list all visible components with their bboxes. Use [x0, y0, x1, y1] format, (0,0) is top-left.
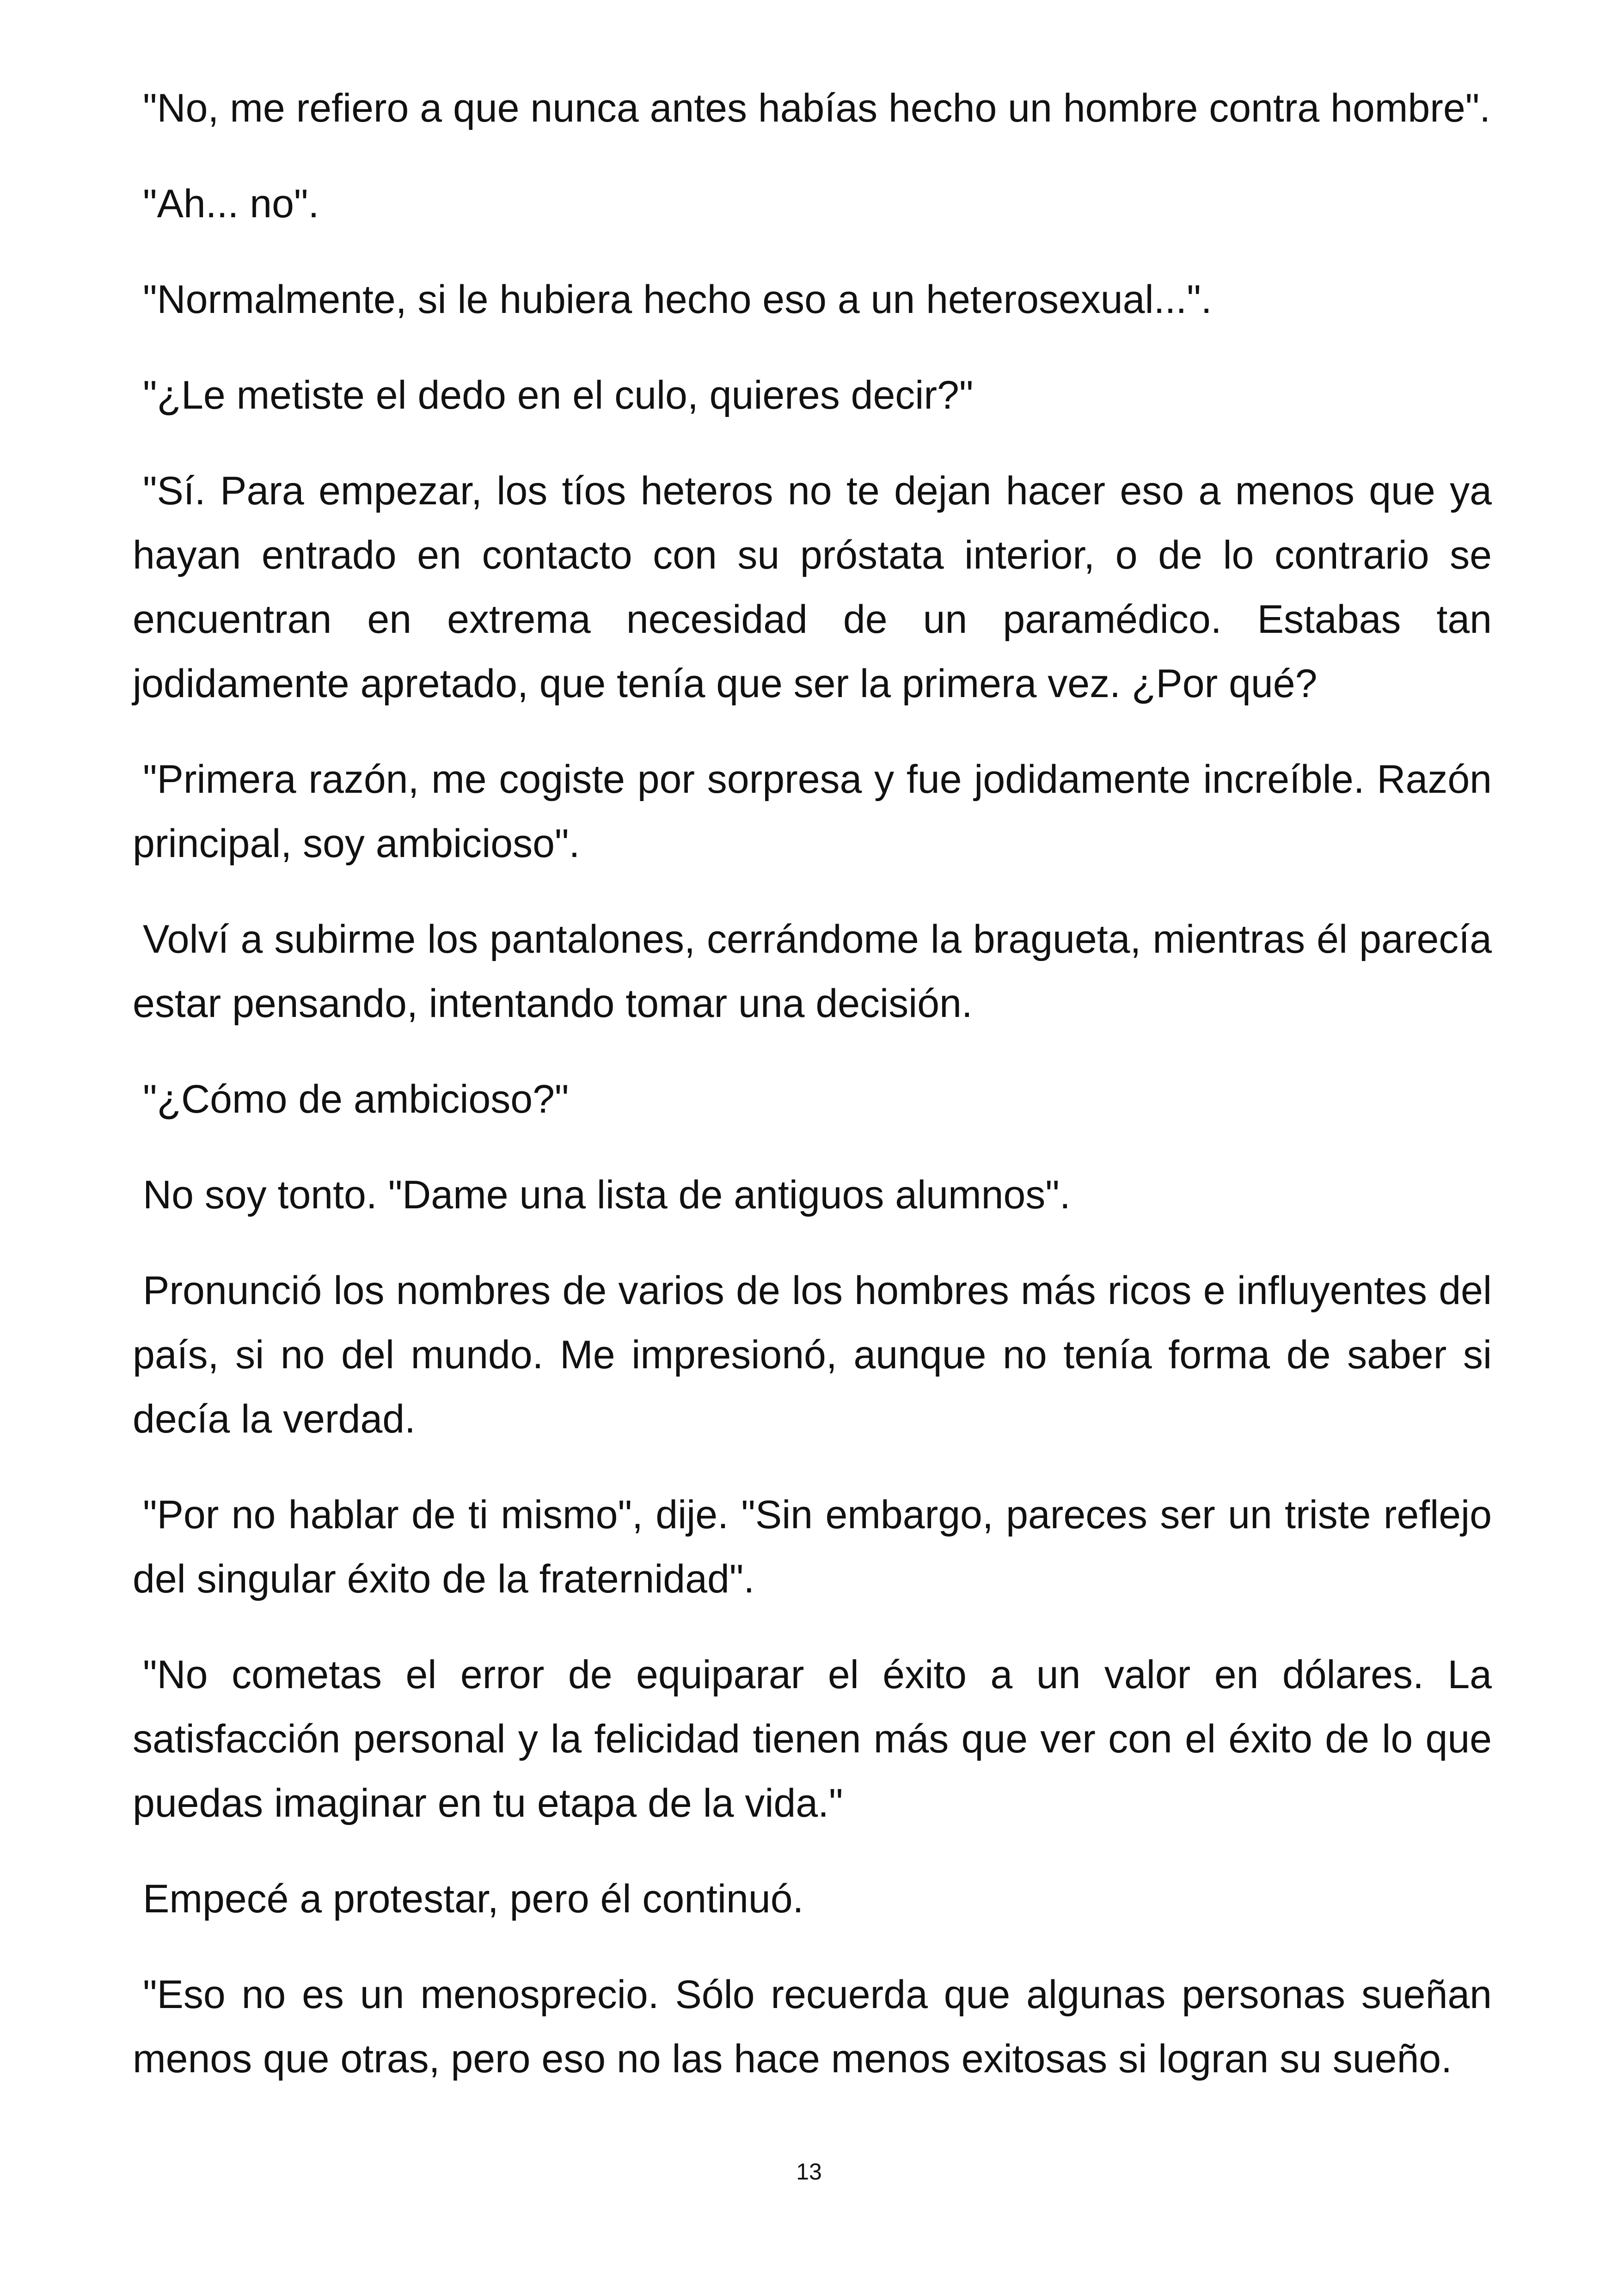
paragraph: "No cometas el error de equiparar el éxito a un valor en dólares. La satisfacción personal y la felicidad tienen más que ver con el éxito de lo que puedas imaginar en tu etapa de la vida." [133, 1653, 1492, 1825]
paragraph: Empecé a protestar, pero él continuó. [143, 1877, 804, 1921]
paragraph: Pronunció los nombres de varios de los hombres más ricos e influyentes del país, si no del mundo. Me impresionó, aunque no tenía forma de saber si decía la verdad. [133, 1268, 1492, 1441]
paragraph: "Sí. Para empezar, los tíos heteros no te dejan hacer eso a menos que ya hayan entrado en contacto con su próstata interior, o de lo contrario se encuentran en extrema necesidad de un paramédico. Estabas tan jodidamente apretado, que tenía que ser la primera vez. ¿Por qué? [133, 469, 1492, 706]
paragraph: "No, me refiero a que nunca antes habías hecho un hombre contra hombre". [143, 86, 1491, 130]
paragraph: Volví a subirme los pantalones, cerrándome la bragueta, mientras él parecía estar pensando, intentando tomar una decisión. [133, 917, 1492, 1026]
paragraph: "Normalmente, si le hubiera hecho eso a un heterosexual...". [143, 277, 1212, 322]
paragraph: "¿Le metiste el dedo en el culo, quieres decir?" [143, 373, 974, 417]
paragraph: "¿Cómo de ambicioso?" [143, 1077, 569, 1121]
paragraph: "Primera razón, me cogiste por sorpresa y fue jodidamente increíble. Razón principal, soy ambicioso". [133, 757, 1492, 866]
body-text [133, 76, 1492, 2123]
page-number: 13 [796, 2159, 822, 2185]
paragraph: "Ah... no". [143, 182, 319, 226]
paragraph: "Eso no es un menosprecio. Sólo recuerda que algunas personas sueñan menos que otras, pero eso no las hace menos exitosas si logran su sueño. [133, 1972, 1492, 2081]
paragraph: No soy tonto. "Dame una lista de antiguos alumnos". [143, 1173, 1071, 1217]
paragraph: "Por no hablar de ti mismo", dije. "Sin embargo, pareces ser un triste reflejo del singular éxito de la fraternidad". [133, 1493, 1492, 1601]
